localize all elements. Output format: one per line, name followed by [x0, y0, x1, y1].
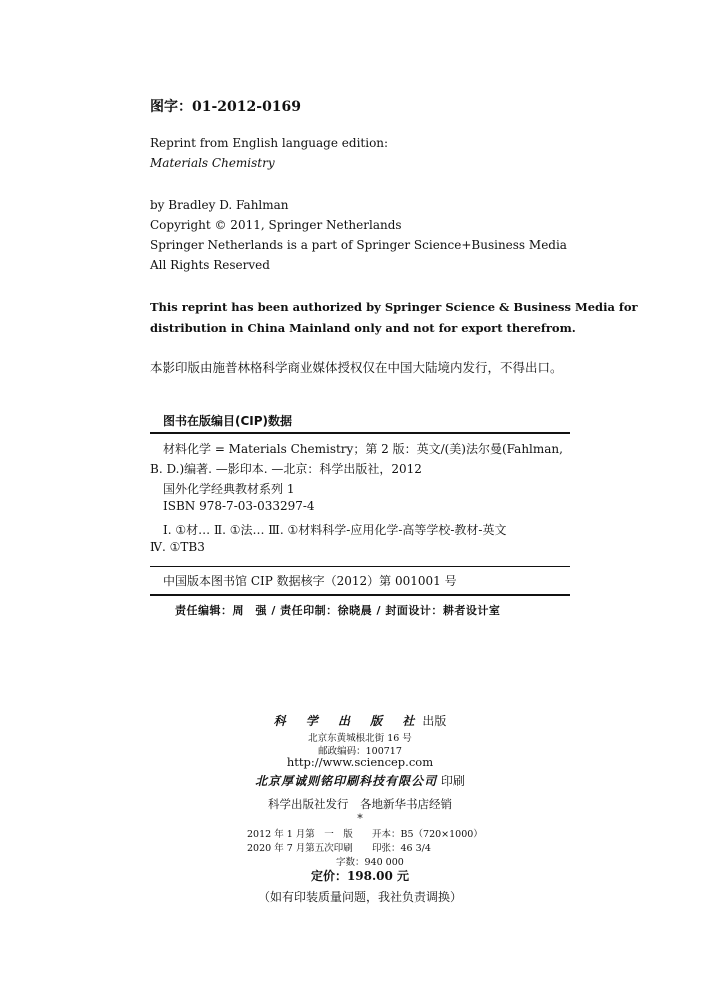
publisher-url: http://www.sciencep.com	[286, 755, 434, 769]
edition-row2-left: 2020 年 7 月第五次印刷	[247, 843, 353, 854]
edition-row1-left: 2012 年 1 月第 一 版	[247, 829, 353, 840]
cip-line-2: B. D.)编著. —影印本. —北京：科学出版社，2012	[150, 462, 422, 476]
publisher-address: 北京东黄城根北街 16 号	[308, 733, 412, 744]
auth-notice-line-1: This reprint has been authorized by Springer Science & Business Media for	[150, 300, 638, 314]
book-title: Materials Chemistry	[150, 156, 275, 170]
rights-line: All Rights Reserved	[150, 258, 270, 272]
cip-isbn: ISBN 978-7-03-033297-4	[163, 499, 315, 513]
cip-line-1: 材料化学 = Materials Chemistry；第 2 版：英文/(美)法尔曼(Fahlman,	[163, 442, 563, 456]
publisher-line	[0, 712, 720, 729]
edition-row1-right: 开本：B5（720×1000）	[372, 829, 483, 840]
publisher-postcode: 邮政编码：100717	[318, 746, 402, 757]
printer-suffix: 印刷	[440, 774, 465, 788]
editors-line: 责任编辑：周 强 / 责任印制：徐晓晨 / 封面设计：耕者设计室	[175, 604, 501, 617]
cip-class-line-2: Ⅳ. ①TB3	[150, 540, 205, 554]
author-line: by Bradley D. Fahlman	[150, 198, 289, 212]
price: 定价：198.00 元	[310, 869, 410, 883]
cip-header: 图书在版编目(CIP)数据	[163, 414, 293, 428]
cn-notice: 本影印版由施普林格科学商业媒体授权仅在中国大陆境内发行，不得出口。	[150, 360, 563, 375]
publisher-name: 科 学 出 版 社	[273, 714, 423, 728]
cip-top-rule	[150, 432, 570, 434]
cip-number: 中国版本图书馆 CIP 数据核字（2012）第 001001 号	[163, 574, 457, 588]
permit-number: 图字：01-2012-0169	[150, 99, 302, 115]
printer-name: 北京厚诚则铭印刷科技有限公司	[255, 774, 438, 788]
edition-row2-right: 印张：46 3/4	[372, 843, 431, 854]
publisher-suffix: 出版	[422, 714, 447, 728]
copyright-line: Copyright © 2011, Springer Netherlands	[150, 218, 402, 232]
printer-line	[0, 772, 720, 789]
cip-bottom-rule	[150, 594, 570, 596]
cip-line-3: 国外化学经典教材系列 1	[163, 482, 295, 496]
reprint-line: Reprint from English language edition:	[150, 136, 389, 150]
cip-mid-rule	[150, 566, 570, 567]
distribution-line: 科学出版社发行 各地新华书店经销	[268, 797, 452, 811]
springer-line: Springer Netherlands is a part of Springer Science+Business Media	[150, 238, 567, 252]
quality-notice: （如有印装质量问题，我社负责调换）	[257, 890, 462, 904]
word-count: 字数：940 000	[336, 857, 404, 868]
separator-star: *	[357, 812, 363, 825]
cip-class-line-1: Ⅰ. ①材… Ⅱ. ①法… Ⅲ. ①材料科学-应用化学-高等学校-教材-英文	[163, 523, 507, 537]
auth-notice-line-2: distribution in China Mainland only and not for export therefrom.	[150, 321, 576, 335]
